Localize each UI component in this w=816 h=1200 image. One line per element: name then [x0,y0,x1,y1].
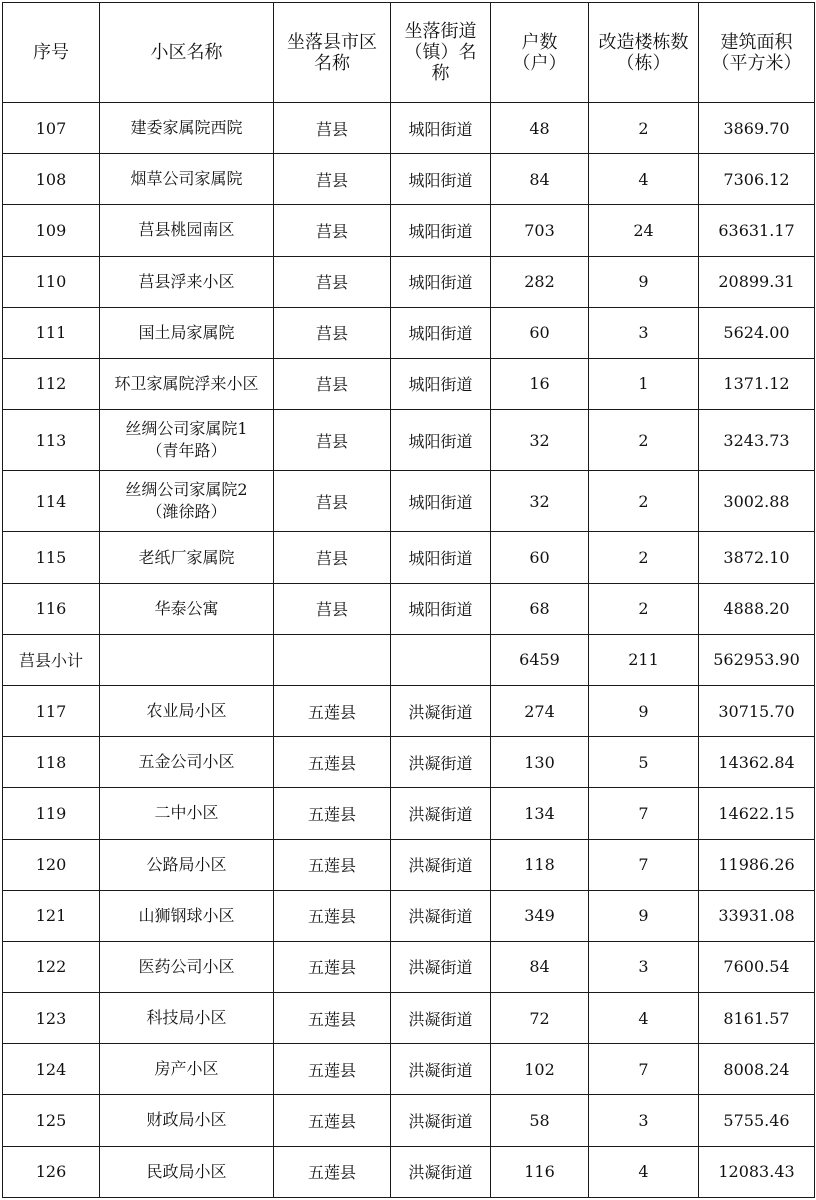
cell-households: 60 [491,532,589,583]
cell-county: 莒县 [274,256,391,307]
header-community-name [100,3,274,103]
table-row [3,1146,815,1197]
community-name-line: 环卫家属院浮来小区 [114,373,259,393]
header-line: 小区名称 [150,42,223,63]
cell-buildings: 1 [589,358,699,409]
cell-households: 102 [491,1044,589,1095]
cell-floor-area: 5624.00 [699,307,815,358]
cell-floor-area: 63631.17 [699,205,815,256]
cell-street: 城阳街道 [391,103,491,154]
community-name-line: （潍徐路） [146,502,227,522]
cell-households: 349 [491,890,589,941]
table-row [3,993,815,1044]
header-county-name [274,3,391,103]
cell-county: 五莲县 [274,1146,391,1197]
cell-street: 洪凝街道 [391,1044,491,1095]
cell-serial-no: 109 [3,205,100,256]
cell-county: 莒县 [274,583,391,634]
cell-households: 58 [491,1095,589,1146]
cell-floor-area: 33931.08 [699,890,815,941]
cell-households: 68 [491,583,589,634]
cell-households: 130 [491,737,589,788]
cell-county: 五莲县 [274,839,391,890]
community-name-line: 华泰公寓 [154,598,219,618]
community-name-line: 烟草公司家属院 [130,169,243,189]
cell-floor-area: 8161.57 [699,993,815,1044]
cell-serial-no: 123 [3,993,100,1044]
cell-county: 莒县 [274,532,391,583]
cell-households: 116 [491,1146,589,1197]
cell-county: 莒县 [274,410,391,471]
table-row [3,1095,815,1146]
cell-buildings: 9 [589,256,699,307]
table-row [3,685,815,736]
header-floor-area [699,3,815,103]
cell-buildings: 7 [589,1044,699,1095]
cell-floor-area: 7306.12 [699,154,815,205]
header-line: 户数 [521,31,558,53]
cell-buildings: 2 [589,583,699,634]
cell-county: 五莲县 [274,1044,391,1095]
cell-households: 32 [491,410,589,471]
cell-street: 城阳街道 [391,307,491,358]
cell-county: 莒县 [274,471,391,532]
cell-community-name [100,471,274,532]
cell-buildings: 3 [589,941,699,992]
cell-households: 118 [491,839,589,890]
cell-street: 洪凝街道 [391,993,491,1044]
header-line: 序号 [33,42,69,63]
cell-community-name [100,685,274,736]
subtotal-row [3,634,815,685]
community-name-line: 五金公司小区 [138,752,235,772]
cell-serial-no: 113 [3,410,100,471]
cell-households: 32 [491,471,589,532]
community-name-line: 丝绸公司家属院2 [125,480,248,500]
cell-community-name [100,993,274,1044]
subtotal-empty-name [100,634,274,685]
subtotal-buildings: 211 [589,634,699,685]
cell-buildings: 9 [589,685,699,736]
cell-county: 莒县 [274,103,391,154]
cell-buildings: 4 [589,1146,699,1197]
cell-floor-area: 14362.84 [699,737,815,788]
cell-county: 莒县 [274,205,391,256]
cell-buildings: 24 [589,205,699,256]
cell-serial-no: 115 [3,532,100,583]
cell-county: 五莲县 [274,890,391,941]
cell-county: 五莲县 [274,788,391,839]
cell-households: 60 [491,307,589,358]
table-row [3,205,815,256]
table-row [3,839,815,890]
cell-floor-area: 3869.70 [699,103,815,154]
cell-serial-no: 108 [3,154,100,205]
table-row [3,788,815,839]
table-row [3,532,815,583]
header-row [3,3,815,103]
cell-buildings: 2 [589,532,699,583]
cell-floor-area: 14622.15 [699,788,815,839]
cell-community-name [100,839,274,890]
header-line: （栋） [616,52,671,74]
header-line: 坐落县市区 [287,31,377,53]
cell-serial-no: 117 [3,685,100,736]
cell-serial-no: 124 [3,1044,100,1095]
cell-households: 84 [491,154,589,205]
cell-county: 莒县 [274,154,391,205]
table-row [3,358,815,409]
cell-serial-no: 118 [3,737,100,788]
cell-street: 洪凝街道 [391,941,491,992]
table-row [3,890,815,941]
table-row [3,1044,815,1095]
cell-community-name [100,788,274,839]
community-name-line: 财政局小区 [146,1110,227,1130]
header-line: （平方米） [711,52,802,74]
table-row [3,410,815,471]
cell-buildings: 3 [589,307,699,358]
subtotal-empty-street [391,634,491,685]
table-row [3,256,815,307]
cell-households: 72 [491,993,589,1044]
cell-community-name [100,941,274,992]
cell-community-name [100,205,274,256]
cell-floor-area: 5755.46 [699,1095,815,1146]
cell-community-name [100,307,274,358]
header-line: 称 [431,63,450,84]
community-name-line: 医药公司小区 [138,956,235,976]
table-row [3,737,815,788]
cell-community-name [100,583,274,634]
community-name-line: 建委家属院西院 [130,118,243,138]
cell-county: 五莲县 [274,1095,391,1146]
cell-street: 洪凝街道 [391,839,491,890]
community-name-line: 山狮钢球小区 [138,905,235,925]
housing-renovation-table [2,2,815,1198]
cell-buildings: 9 [589,890,699,941]
cell-community-name [100,1146,274,1197]
community-name-line: 莒县浮来小区 [138,271,235,291]
cell-floor-area: 11986.26 [699,839,815,890]
cell-households: 282 [491,256,589,307]
cell-floor-area: 12083.43 [699,1146,815,1197]
table-row [3,941,815,992]
cell-buildings: 4 [589,154,699,205]
community-name-line: 科技局小区 [146,1008,227,1028]
cell-serial-no: 107 [3,103,100,154]
community-name-line: 莒县桃园南区 [138,220,235,240]
cell-buildings: 4 [589,993,699,1044]
cell-community-name [100,358,274,409]
cell-floor-area: 8008.24 [699,1044,815,1095]
community-name-line: 老纸厂家属院 [138,547,235,567]
cell-households: 48 [491,103,589,154]
cell-buildings: 7 [589,788,699,839]
cell-serial-no: 119 [3,788,100,839]
header-serial-no [3,3,100,103]
cell-buildings: 3 [589,1095,699,1146]
subtotal-households: 6459 [491,634,589,685]
cell-street: 城阳街道 [391,256,491,307]
cell-serial-no: 110 [3,256,100,307]
header-line: （镇）名 [404,42,477,63]
table-row [3,154,815,205]
cell-community-name [100,1044,274,1095]
community-name-line: 国土局家属院 [138,322,235,342]
cell-buildings: 2 [589,103,699,154]
cell-serial-no: 111 [3,307,100,358]
cell-street: 洪凝街道 [391,1095,491,1146]
table-row [3,103,815,154]
header-line: 建筑面积 [720,31,793,53]
cell-serial-no: 125 [3,1095,100,1146]
header-households [491,3,589,103]
cell-street: 城阳街道 [391,532,491,583]
cell-street: 城阳街道 [391,358,491,409]
cell-street: 城阳街道 [391,154,491,205]
cell-serial-no: 121 [3,890,100,941]
header-street-name [391,3,491,103]
table-row [3,307,815,358]
cell-buildings: 2 [589,410,699,471]
cell-floor-area: 20899.31 [699,256,815,307]
cell-county: 莒县 [274,358,391,409]
cell-community-name [100,154,274,205]
community-name-line: 房产小区 [154,1059,219,1079]
cell-households: 134 [491,788,589,839]
cell-community-name [100,1095,274,1146]
cell-floor-area: 3002.88 [699,471,815,532]
cell-floor-area: 4888.20 [699,583,815,634]
cell-serial-no: 126 [3,1146,100,1197]
cell-community-name [100,532,274,583]
community-name-line: 民政局小区 [146,1161,227,1181]
community-name-line: 二中小区 [154,803,219,823]
community-name-line: 农业局小区 [146,701,227,721]
cell-households: 16 [491,358,589,409]
cell-community-name [100,410,274,471]
header-line: （户） [512,52,567,74]
cell-county: 五莲县 [274,737,391,788]
cell-floor-area: 1371.12 [699,358,815,409]
cell-floor-area: 3872.10 [699,532,815,583]
cell-community-name [100,103,274,154]
cell-street: 洪凝街道 [391,1146,491,1197]
cell-buildings: 2 [589,471,699,532]
cell-buildings: 7 [589,839,699,890]
cell-community-name [100,256,274,307]
cell-households: 703 [491,205,589,256]
subtotal-label: 莒县小计 [3,634,100,685]
header-line: 坐落街道 [404,21,477,42]
cell-serial-no: 120 [3,839,100,890]
cell-street: 城阳街道 [391,471,491,532]
cell-buildings: 5 [589,737,699,788]
cell-street: 洪凝街道 [391,890,491,941]
cell-county: 五莲县 [274,993,391,1044]
cell-street: 城阳街道 [391,583,491,634]
table-row [3,583,815,634]
cell-community-name [100,890,274,941]
cell-community-name [100,737,274,788]
community-name-line: （青年路） [146,441,227,461]
cell-households: 274 [491,685,589,736]
cell-serial-no: 112 [3,358,100,409]
cell-serial-no: 122 [3,941,100,992]
cell-floor-area: 7600.54 [699,941,815,992]
community-name-line: 公路局小区 [146,854,227,874]
cell-street: 洪凝街道 [391,788,491,839]
cell-street: 城阳街道 [391,205,491,256]
cell-county: 莒县 [274,307,391,358]
subtotal-floor-area: 562953.90 [699,634,815,685]
table-row [3,471,815,532]
cell-county: 五莲县 [274,941,391,992]
cell-serial-no: 116 [3,583,100,634]
cell-floor-area: 3243.73 [699,410,815,471]
cell-serial-no: 114 [3,471,100,532]
cell-county: 五莲县 [274,685,391,736]
cell-households: 84 [491,941,589,992]
header-line: 名称 [314,52,350,74]
table-body [3,103,815,1198]
subtotal-empty-county [274,634,391,685]
cell-street: 洪凝街道 [391,737,491,788]
cell-street: 洪凝街道 [391,685,491,736]
header-buildings [589,3,699,103]
header-line: 改造楼栋数 [598,31,689,53]
community-name-line: 丝绸公司家属院1 [125,419,248,439]
cell-street: 城阳街道 [391,410,491,471]
cell-floor-area: 30715.70 [699,685,815,736]
